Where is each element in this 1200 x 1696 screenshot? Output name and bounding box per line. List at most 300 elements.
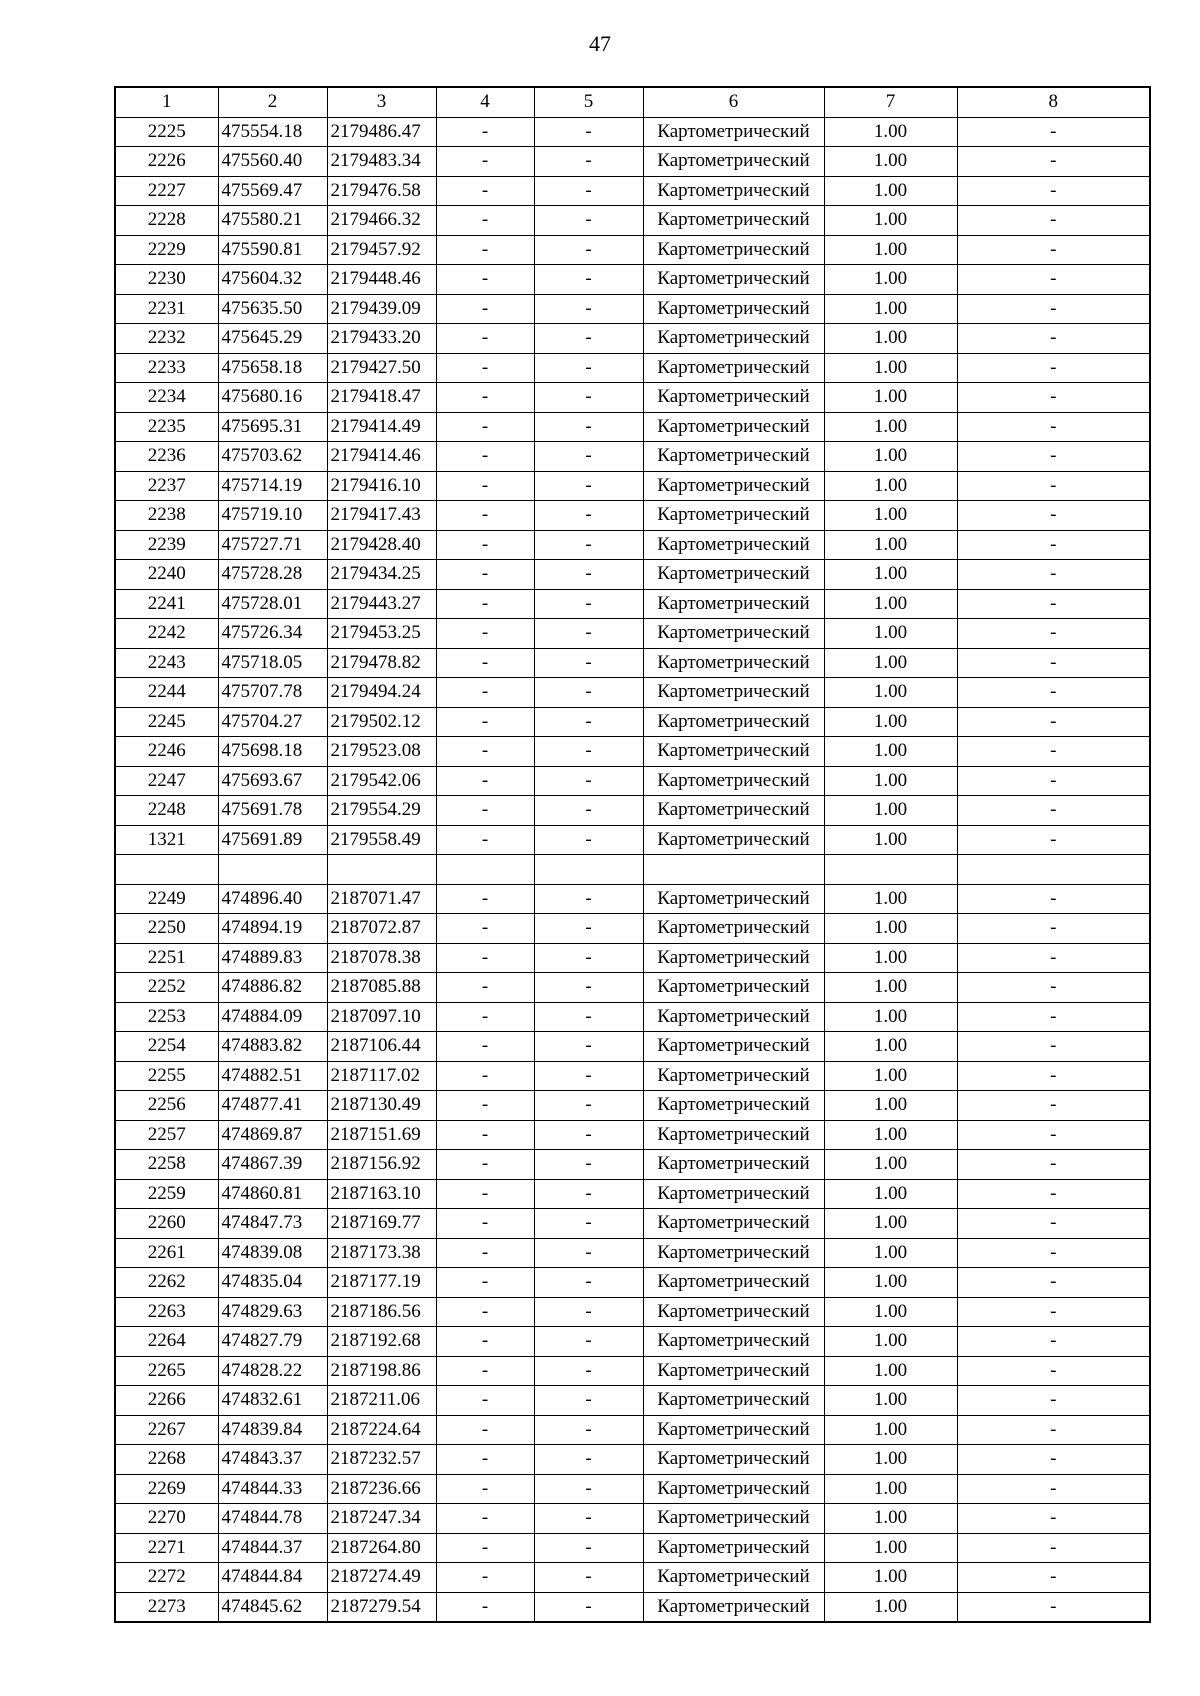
table-cell-col4: -	[436, 1002, 534, 1032]
table-cell-col5: -	[534, 796, 643, 826]
table-cell-col2: 475645.29	[218, 324, 327, 354]
table-cell-col3: 2187085.88	[327, 973, 436, 1003]
table-cell-col2: 474829.63	[218, 1297, 327, 1327]
table-cell-col1: 2245	[115, 707, 218, 737]
table-cell-col5: -	[534, 471, 643, 501]
table-cell-col4: -	[436, 1445, 534, 1475]
table-cell-col2: 474839.08	[218, 1238, 327, 1268]
table-cell-col4: -	[436, 294, 534, 324]
table-cell-col6: Картометрический	[643, 1032, 824, 1062]
table-cell-col7: 1.00	[824, 294, 957, 324]
table-row	[115, 943, 1150, 973]
table-cell-col1: 2268	[115, 1445, 218, 1475]
table-cell-col5: -	[534, 973, 643, 1003]
table-cell-col2: 475719.10	[218, 501, 327, 531]
table-cell-col6: Картометрический	[643, 1474, 824, 1504]
table-cell-col5: -	[534, 1032, 643, 1062]
table-cell-col1: 2243	[115, 648, 218, 678]
table-cell-col4: -	[436, 1032, 534, 1062]
table-cell-col4: -	[436, 825, 534, 855]
table-cell-col6: Картометрический	[643, 176, 824, 206]
table-cell-col5: -	[534, 294, 643, 324]
table-cell-col6: Картометрический	[643, 1356, 824, 1386]
table-cell-col6: Картометрический	[643, 1504, 824, 1534]
table-cell-col2: 475590.81	[218, 235, 327, 265]
table-cell-col5: -	[534, 914, 643, 944]
table-row	[115, 176, 1150, 206]
table-row	[115, 796, 1150, 826]
table-cell-col2: 474839.84	[218, 1415, 327, 1445]
table-cell-col8: -	[957, 737, 1150, 767]
table-cell-col6: Картометрический	[643, 737, 824, 767]
table-row	[115, 825, 1150, 855]
table-cell-col1: 2238	[115, 501, 218, 531]
table-cell-col1: 2232	[115, 324, 218, 354]
table-cell-col3: 2187224.64	[327, 1415, 436, 1445]
table-cell-col3: 2187232.57	[327, 1445, 436, 1475]
table-cell-col4: -	[436, 530, 534, 560]
table-cell-col3: 2179417.43	[327, 501, 436, 531]
table-cell-col4: -	[436, 1091, 534, 1121]
table-cell-col6: Картометрический	[643, 589, 824, 619]
table-cell-col6: Картометрический	[643, 1002, 824, 1032]
table-cell-col6: Картометрический	[643, 265, 824, 295]
table-cell-col7: 1.00	[824, 1297, 957, 1327]
table-cell-col7: 1.00	[824, 648, 957, 678]
table-cell-col4: -	[436, 1386, 534, 1416]
table-cell-col5: -	[534, 530, 643, 560]
table-cell-col1: 2266	[115, 1386, 218, 1416]
table-cell-col2: 474884.09	[218, 1002, 327, 1032]
table-row	[115, 501, 1150, 531]
table-cell-col3: 2187264.80	[327, 1533, 436, 1563]
table-cell-col4: -	[436, 796, 534, 826]
table-cell-col4: -	[436, 117, 534, 147]
table-cell-col3: 2179428.40	[327, 530, 436, 560]
table-cell-col5: -	[534, 1061, 643, 1091]
table-cell-col2: 474894.19	[218, 914, 327, 944]
table-cell-col7: 1.00	[824, 1209, 957, 1239]
table-cell-col7: 1.00	[824, 235, 957, 265]
table-cell-col6: Картометрический	[643, 619, 824, 649]
table-cell-col7: 1.00	[824, 265, 957, 295]
table-cell-col3: 2179416.10	[327, 471, 436, 501]
table-cell-col6: Картометрический	[643, 796, 824, 826]
table-cell-col2: 474844.84	[218, 1563, 327, 1593]
table-cell-col1: 2227	[115, 176, 218, 206]
table-cell-col2: 474827.79	[218, 1327, 327, 1357]
table-cell-col1: 2273	[115, 1592, 218, 1622]
table-cell-col2: 475728.01	[218, 589, 327, 619]
table-cell-col7: 1.00	[824, 442, 957, 472]
table-cell-col3: 2187072.87	[327, 914, 436, 944]
table-cell-col2: 475704.27	[218, 707, 327, 737]
table-cell-col6: Картометрический	[643, 235, 824, 265]
table-cell-col5: -	[534, 1238, 643, 1268]
table-cell-col3: 2187177.19	[327, 1268, 436, 1298]
table-cell-col3: 2179494.24	[327, 678, 436, 708]
table-cell-col7: 1.00	[824, 117, 957, 147]
table-cell-col5: -	[534, 825, 643, 855]
table-cell-col7: 1.00	[824, 176, 957, 206]
table-row	[115, 1209, 1150, 1239]
table-cell-col5: -	[534, 1533, 643, 1563]
table-cell-col7: 1.00	[824, 1445, 957, 1475]
table-header-row	[115, 87, 1150, 117]
table-row	[115, 560, 1150, 590]
table-cell-col7: 1.00	[824, 884, 957, 914]
table-cell-col7: 1.00	[824, 1563, 957, 1593]
page-number: 47	[589, 31, 611, 56]
table-row	[115, 294, 1150, 324]
column-header-2: 2	[218, 87, 327, 117]
table-cell-col5: -	[534, 1150, 643, 1180]
table-cell-col2: 474877.41	[218, 1091, 327, 1121]
table-row	[115, 1179, 1150, 1209]
table-cell-col8: -	[957, 678, 1150, 708]
table-cell-col8: -	[957, 1563, 1150, 1593]
table-row	[115, 1592, 1150, 1622]
table-cell-col3: 2179453.25	[327, 619, 436, 649]
table-cell-col5: -	[534, 412, 643, 442]
table-cell-col1: 2264	[115, 1327, 218, 1357]
table-cell-col1: 2254	[115, 1032, 218, 1062]
table-row	[115, 619, 1150, 649]
table-cell-col7: 1.00	[824, 1032, 957, 1062]
table-cell-col4: -	[436, 1150, 534, 1180]
table-cell-col2: 475658.18	[218, 353, 327, 383]
table-cell-col5: -	[534, 766, 643, 796]
table-row	[115, 353, 1150, 383]
table-row	[115, 1474, 1150, 1504]
table-cell-col5: -	[534, 737, 643, 767]
table-cell-col2: 475693.67	[218, 766, 327, 796]
table-cell-col8: -	[957, 1032, 1150, 1062]
table-cell-col7: 1.00	[824, 1533, 957, 1563]
table-cell-col8: -	[957, 1327, 1150, 1357]
table-cell-col2: 475569.47	[218, 176, 327, 206]
table-cell-col2: 474845.62	[218, 1592, 327, 1622]
table-cell-col1: 2271	[115, 1533, 218, 1563]
table-cell-col2: 475707.78	[218, 678, 327, 708]
table-cell-col7: 1.00	[824, 707, 957, 737]
table-cell-col2	[218, 855, 327, 885]
table-cell-col8: -	[957, 589, 1150, 619]
table-cell-col2: 475604.32	[218, 265, 327, 295]
table-cell-col3: 2179483.34	[327, 147, 436, 177]
table-cell-col8: -	[957, 973, 1150, 1003]
table-cell-col7: 1.00	[824, 1179, 957, 1209]
table-cell-col4: -	[436, 1179, 534, 1209]
table-cell-col4: -	[436, 1297, 534, 1327]
table-cell-col1: 2253	[115, 1002, 218, 1032]
table-cell-col5: -	[534, 1474, 643, 1504]
table-cell-col1: 2237	[115, 471, 218, 501]
table-cell-col7: 1.00	[824, 796, 957, 826]
table-row	[115, 707, 1150, 737]
table-cell-col5: -	[534, 1504, 643, 1534]
table-cell-col5: -	[534, 147, 643, 177]
table-cell-col5: -	[534, 1297, 643, 1327]
table-cell-col2: 475718.05	[218, 648, 327, 678]
table-cell-col3: 2179523.08	[327, 737, 436, 767]
table-cell-col5: -	[534, 442, 643, 472]
table-cell-col6: Картометрический	[643, 1445, 824, 1475]
table-cell-col7: 1.00	[824, 353, 957, 383]
table-cell-col3: 2179434.25	[327, 560, 436, 590]
table-cell-col7: 1.00	[824, 1120, 957, 1150]
table-cell-col6: Картометрический	[643, 1415, 824, 1445]
table-cell-col6: Картометрический	[643, 1120, 824, 1150]
table-cell-col5: -	[534, 619, 643, 649]
table-cell-col7: 1.00	[824, 1504, 957, 1534]
table-row	[115, 648, 1150, 678]
table-cell-col8: -	[957, 766, 1150, 796]
table-cell-col8: -	[957, 1120, 1150, 1150]
table-cell-col8: -	[957, 1474, 1150, 1504]
table-cell-col7: 1.00	[824, 1238, 957, 1268]
table-cell-col6: Картометрический	[643, 884, 824, 914]
table-cell-col4: -	[436, 1209, 534, 1239]
table-cell-col4: -	[436, 1120, 534, 1150]
table-row	[115, 973, 1150, 1003]
table-cell-col6: Картометрический	[643, 530, 824, 560]
table-cell-col5: -	[534, 1120, 643, 1150]
table-cell-col2: 474844.78	[218, 1504, 327, 1534]
table-cell-col1: 2251	[115, 943, 218, 973]
table-cell-col3: 2179443.27	[327, 589, 436, 619]
table-cell-col3: 2187106.44	[327, 1032, 436, 1062]
table-cell-col1: 2246	[115, 737, 218, 767]
table-row	[115, 117, 1150, 147]
table-cell-col4: -	[436, 619, 534, 649]
table-cell-col8: -	[957, 1179, 1150, 1209]
table-cell-col3: 2187279.54	[327, 1592, 436, 1622]
table-cell-col8: -	[957, 501, 1150, 531]
table-cell-col1: 2270	[115, 1504, 218, 1534]
table-cell-col6: Картометрический	[643, 147, 824, 177]
table-cell-col2: 475695.31	[218, 412, 327, 442]
table-cell-col5: -	[534, 324, 643, 354]
table-cell-col2: 475727.71	[218, 530, 327, 560]
table-cell-col4: -	[436, 442, 534, 472]
table-cell-col4: -	[436, 1356, 534, 1386]
table-cell-col3: 2179542.06	[327, 766, 436, 796]
table-cell-col2: 474896.40	[218, 884, 327, 914]
table-cell-col7: 1.00	[824, 471, 957, 501]
table-cell-col1: 2228	[115, 206, 218, 236]
column-header-6: 6	[643, 87, 824, 117]
table-cell-col4: -	[436, 1061, 534, 1091]
table-cell-col8: -	[957, 206, 1150, 236]
table-cell-col2: 475726.34	[218, 619, 327, 649]
table-cell-col4: -	[436, 884, 534, 914]
table-cell-col4: -	[436, 560, 534, 590]
table-cell-col5: -	[534, 1445, 643, 1475]
table-cell-col5: -	[534, 560, 643, 590]
table-cell-col4: -	[436, 383, 534, 413]
table-cell-col1: 2261	[115, 1238, 218, 1268]
table-cell-col3: 2179478.82	[327, 648, 436, 678]
table-cell-col1: 2235	[115, 412, 218, 442]
table-cell-col2: 474889.83	[218, 943, 327, 973]
table-row	[115, 1120, 1150, 1150]
table-cell-col1: 2260	[115, 1209, 218, 1239]
table-cell-col2: 475691.78	[218, 796, 327, 826]
table-row	[115, 383, 1150, 413]
table-cell-col8: -	[957, 914, 1150, 944]
table-row	[115, 1032, 1150, 1062]
table-cell-col8: -	[957, 471, 1150, 501]
table-row	[115, 530, 1150, 560]
table-cell-col6: Картометрический	[643, 324, 824, 354]
table-cell-col5: -	[534, 265, 643, 295]
table-cell-col1: 2267	[115, 1415, 218, 1445]
table-cell-col2: 475635.50	[218, 294, 327, 324]
table-cell-col4: -	[436, 235, 534, 265]
table-cell-col5: -	[534, 1415, 643, 1445]
table-cell-col1: 2265	[115, 1356, 218, 1386]
table-cell-col4: -	[436, 589, 534, 619]
table-cell-col1: 2249	[115, 884, 218, 914]
table-cell-col6: Картометрический	[643, 501, 824, 531]
table-cell-col8: -	[957, 1002, 1150, 1032]
table-cell-col1: 2257	[115, 1120, 218, 1150]
coordinates-table-container	[114, 86, 1149, 1623]
table-cell-col5: -	[534, 884, 643, 914]
table-cell-col5: -	[534, 1563, 643, 1593]
table-cell-col1	[115, 855, 218, 885]
table-cell-col2: 475691.89	[218, 825, 327, 855]
table-cell-col3: 2187236.66	[327, 1474, 436, 1504]
table-cell-col2: 474844.33	[218, 1474, 327, 1504]
table-cell-col5: -	[534, 206, 643, 236]
table-cell-col6: Картометрический	[643, 648, 824, 678]
table-cell-col8: -	[957, 383, 1150, 413]
table-row	[115, 589, 1150, 619]
table-cell-col7: 1.00	[824, 501, 957, 531]
table-cell-col3: 2187097.10	[327, 1002, 436, 1032]
table-cell-col6: Картометрический	[643, 678, 824, 708]
table-row-spacer	[115, 855, 1150, 885]
column-header-7: 7	[824, 87, 957, 117]
table-cell-col7: 1.00	[824, 383, 957, 413]
table-row	[115, 678, 1150, 708]
table-row	[115, 1386, 1150, 1416]
table-cell-col3: 2179486.47	[327, 117, 436, 147]
table-cell-col3: 2187163.10	[327, 1179, 436, 1209]
table-cell-col3: 2187211.06	[327, 1386, 436, 1416]
table-cell-col7: 1.00	[824, 147, 957, 177]
table-row	[115, 1091, 1150, 1121]
table-cell-col5: -	[534, 1179, 643, 1209]
table-cell-col2: 474828.22	[218, 1356, 327, 1386]
table-row	[115, 914, 1150, 944]
table-cell-col4: -	[436, 678, 534, 708]
table-row	[115, 442, 1150, 472]
table-cell-col3: 2187151.69	[327, 1120, 436, 1150]
table-cell-col4: -	[436, 707, 534, 737]
table-row	[115, 1238, 1150, 1268]
table-cell-col1: 2263	[115, 1297, 218, 1327]
table-cell-col7: 1.00	[824, 1327, 957, 1357]
table-cell-col3: 2187274.49	[327, 1563, 436, 1593]
table-row	[115, 1268, 1150, 1298]
table-cell-col8: -	[957, 1297, 1150, 1327]
table-cell-col2: 474847.73	[218, 1209, 327, 1239]
table-row	[115, 1002, 1150, 1032]
table-cell-col8: -	[957, 1592, 1150, 1622]
table-body	[115, 117, 1150, 1622]
table-row	[115, 1327, 1150, 1357]
table-cell-col7	[824, 855, 957, 885]
table-cell-col4: -	[436, 206, 534, 236]
table-cell-col1: 2244	[115, 678, 218, 708]
table-cell-col2: 474886.82	[218, 973, 327, 1003]
table-cell-col3: 2179427.50	[327, 353, 436, 383]
table-cell-col8: -	[957, 1445, 1150, 1475]
table-cell-col5: -	[534, 943, 643, 973]
table-cell-col4: -	[436, 1533, 534, 1563]
table-cell-col5	[534, 855, 643, 885]
table-row	[115, 206, 1150, 236]
table-cell-col3: 2187186.56	[327, 1297, 436, 1327]
table-row	[115, 1356, 1150, 1386]
table-cell-col7: 1.00	[824, 1091, 957, 1121]
table-cell-col8: -	[957, 884, 1150, 914]
table-cell-col1: 2272	[115, 1563, 218, 1593]
table-row	[115, 235, 1150, 265]
table-cell-col3: 2179476.58	[327, 176, 436, 206]
table-cell-col8: -	[957, 294, 1150, 324]
table-cell-col8: -	[957, 442, 1150, 472]
table-row	[115, 1150, 1150, 1180]
table-cell-col2: 475728.28	[218, 560, 327, 590]
table-cell-col3: 2179439.09	[327, 294, 436, 324]
table-cell-col5: -	[534, 1091, 643, 1121]
table-cell-col1: 2234	[115, 383, 218, 413]
table-cell-col6: Картометрический	[643, 294, 824, 324]
table-cell-col8: -	[957, 117, 1150, 147]
table-cell-col7: 1.00	[824, 943, 957, 973]
table-cell-col1: 2233	[115, 353, 218, 383]
table-cell-col7: 1.00	[824, 737, 957, 767]
table-cell-col8: -	[957, 707, 1150, 737]
table-cell-col8: -	[957, 265, 1150, 295]
table-row	[115, 471, 1150, 501]
table-row	[115, 737, 1150, 767]
table-cell-col8: -	[957, 1061, 1150, 1091]
table-cell-col4: -	[436, 766, 534, 796]
table-cell-col4: -	[436, 324, 534, 354]
table-cell-col4: -	[436, 1415, 534, 1445]
table-cell-col8: -	[957, 619, 1150, 649]
table-cell-col2: 474860.81	[218, 1179, 327, 1209]
table-cell-col3: 2179554.29	[327, 796, 436, 826]
table-cell-col8: -	[957, 648, 1150, 678]
table-cell-col5: -	[534, 1209, 643, 1239]
table-cell-col1: 2259	[115, 1179, 218, 1209]
table-cell-col8: -	[957, 1386, 1150, 1416]
table-cell-col8: -	[957, 530, 1150, 560]
table-cell-col2: 474882.51	[218, 1061, 327, 1091]
column-header-4: 4	[436, 87, 534, 117]
table-cell-col6: Картометрический	[643, 707, 824, 737]
table-cell-col1: 2256	[115, 1091, 218, 1121]
table-cell-col7: 1.00	[824, 530, 957, 560]
table-cell-col7: 1.00	[824, 1592, 957, 1622]
table-row	[115, 1533, 1150, 1563]
